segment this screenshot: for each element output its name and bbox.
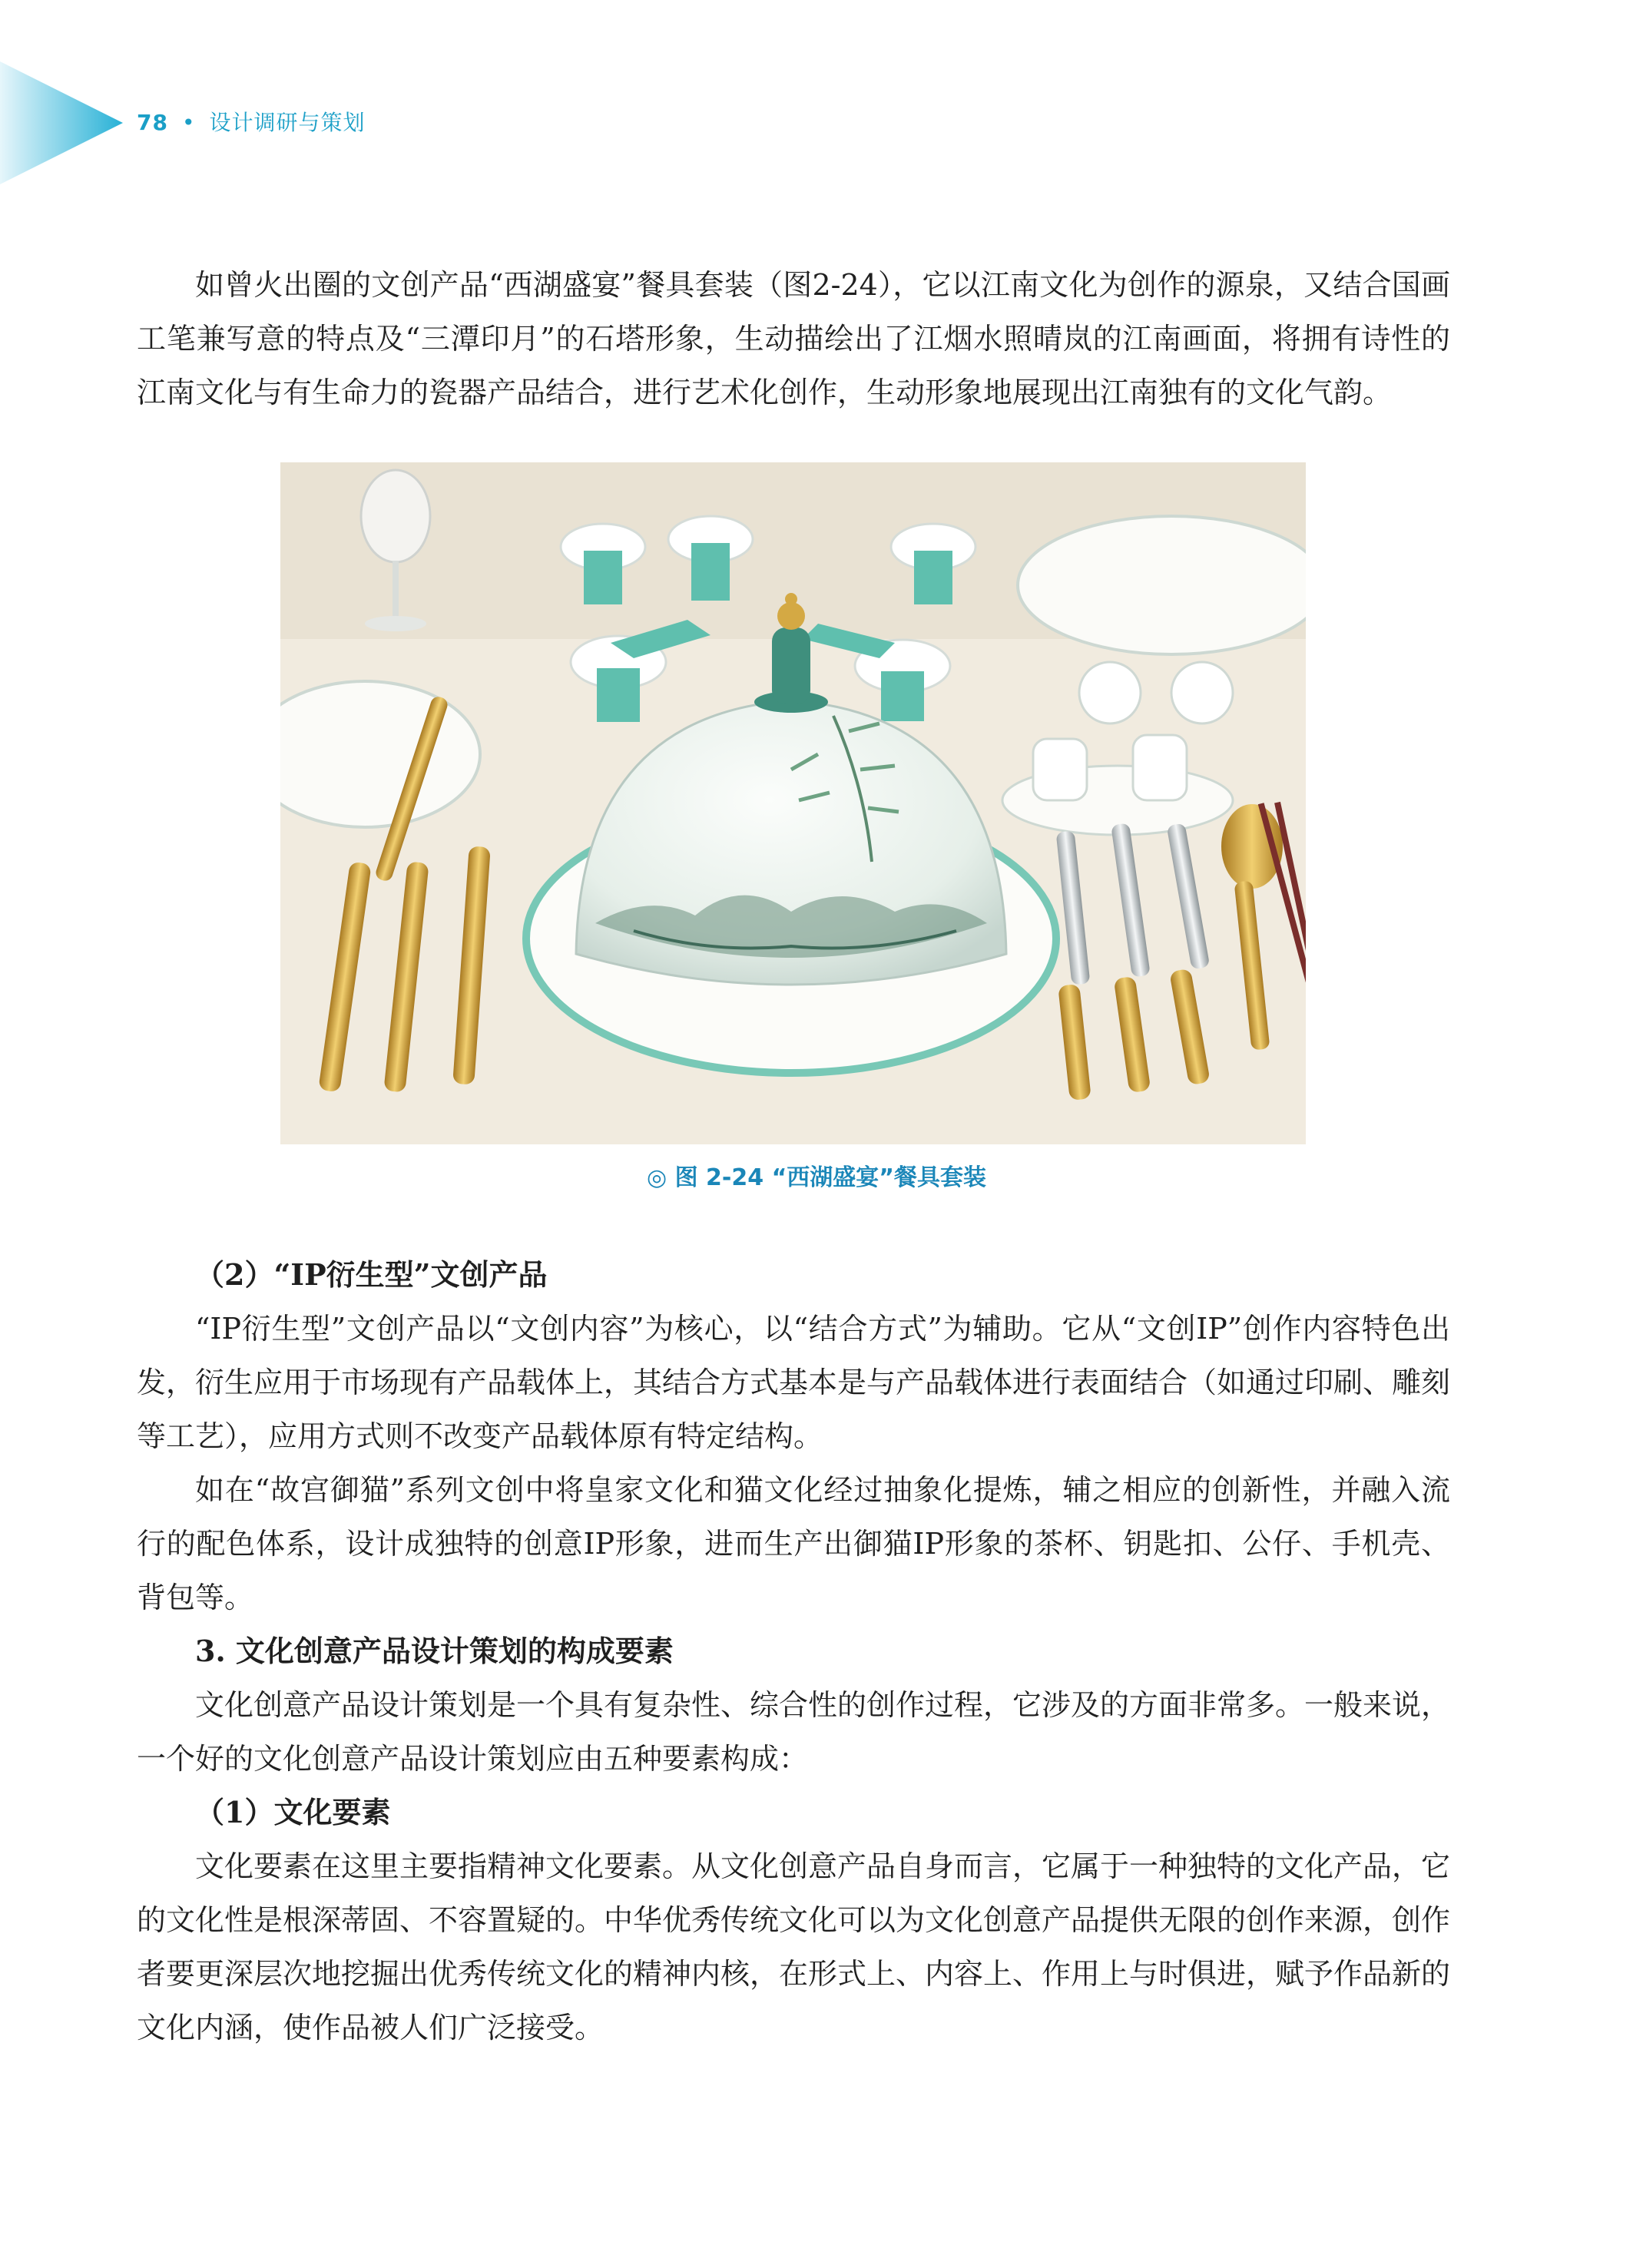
ip-paragraph-1: “IP衍生型”文创产品以“文创内容”为核心，以“结合方式”为辅助。它从“文创IP”创作内容特色出发，衍生应用于市场现有产品载体上，其结合方式基本是与产品载体进行表面结合（如通过印刷、雕刻等工艺），应用方式则不改变产品载体原有特定结构。 xyxy=(137,1312,1451,1453)
header-separator: • xyxy=(181,110,196,135)
caption-text: 图 2-24 “西湖盛宴”餐具套装 xyxy=(674,1164,987,1191)
header-tab-decoration xyxy=(0,61,134,184)
figure-caption xyxy=(0,1158,1633,1192)
intro-block xyxy=(137,258,1450,419)
heading-culture-element: （1）文化要素 xyxy=(195,1795,391,1829)
culture-paragraph: 文化要素在这里主要指精神文化要素。从文化创意产品自身而言，它属于一种独特的文化产品，它的文化性是根深蒂固、不容置疑的。中华优秀传统文化可以为文化创意产品提供无限的创作来源，创作者要更深层次地挖掘出优秀传统文化的精神内核，在形式上、内容上、作用上与时俱进，赋予作品新的文化内涵，使作品被人们广泛接受。 xyxy=(137,1849,1451,2045)
page-number: 78 xyxy=(137,110,168,135)
side-plate xyxy=(1018,516,1306,654)
main-text xyxy=(137,1248,1450,2054)
caption-marker-icon: ◎ xyxy=(646,1164,667,1191)
intro-paragraph: 如曾火出圈的文创产品“西湖盛宴”餐具套装（图2-24），它以江南文化为创作的源泉，又结合国画工笔兼写意的特点及“三潭印月”的石塔形象，生动描绘出了江烟水照晴岚的江南画面，将拥有诗性的江南文化与有生命力的瓷器产品结合，进行艺术化创作，生动形象地展现出江南独有的文化气韵。 xyxy=(137,268,1450,409)
heading-ip-derived: （2）“IP衍生型”文创产品 xyxy=(195,1257,548,1292)
ip-paragraph-2: 如在“故宫御猫”系列文创中将皇家文化和猫文化经过抽象化提炼，辅之相应的创新性，并融入流行的配色体系，设计成独特的创意IP形象，进而生产出御猫IP形象的茶杯、钥匙扣、公仔、手机壳、背包等。 xyxy=(137,1473,1450,1614)
figure-photo xyxy=(280,462,1306,1144)
section-3-paragraph: 文化创意产品设计策划是一个具有复杂性、综合性的创作过程，它涉及的方面非常多。一般来说，一个好的文化创意产品设计策划应由五种要素构成： xyxy=(137,1688,1451,1776)
tableware-illustration xyxy=(280,462,1306,1144)
heading-section-3: 3. 文化创意产品设计策划的构成要素 xyxy=(195,1634,674,1668)
running-title: 设计调研与策划 xyxy=(209,110,366,135)
running-header xyxy=(137,106,366,137)
